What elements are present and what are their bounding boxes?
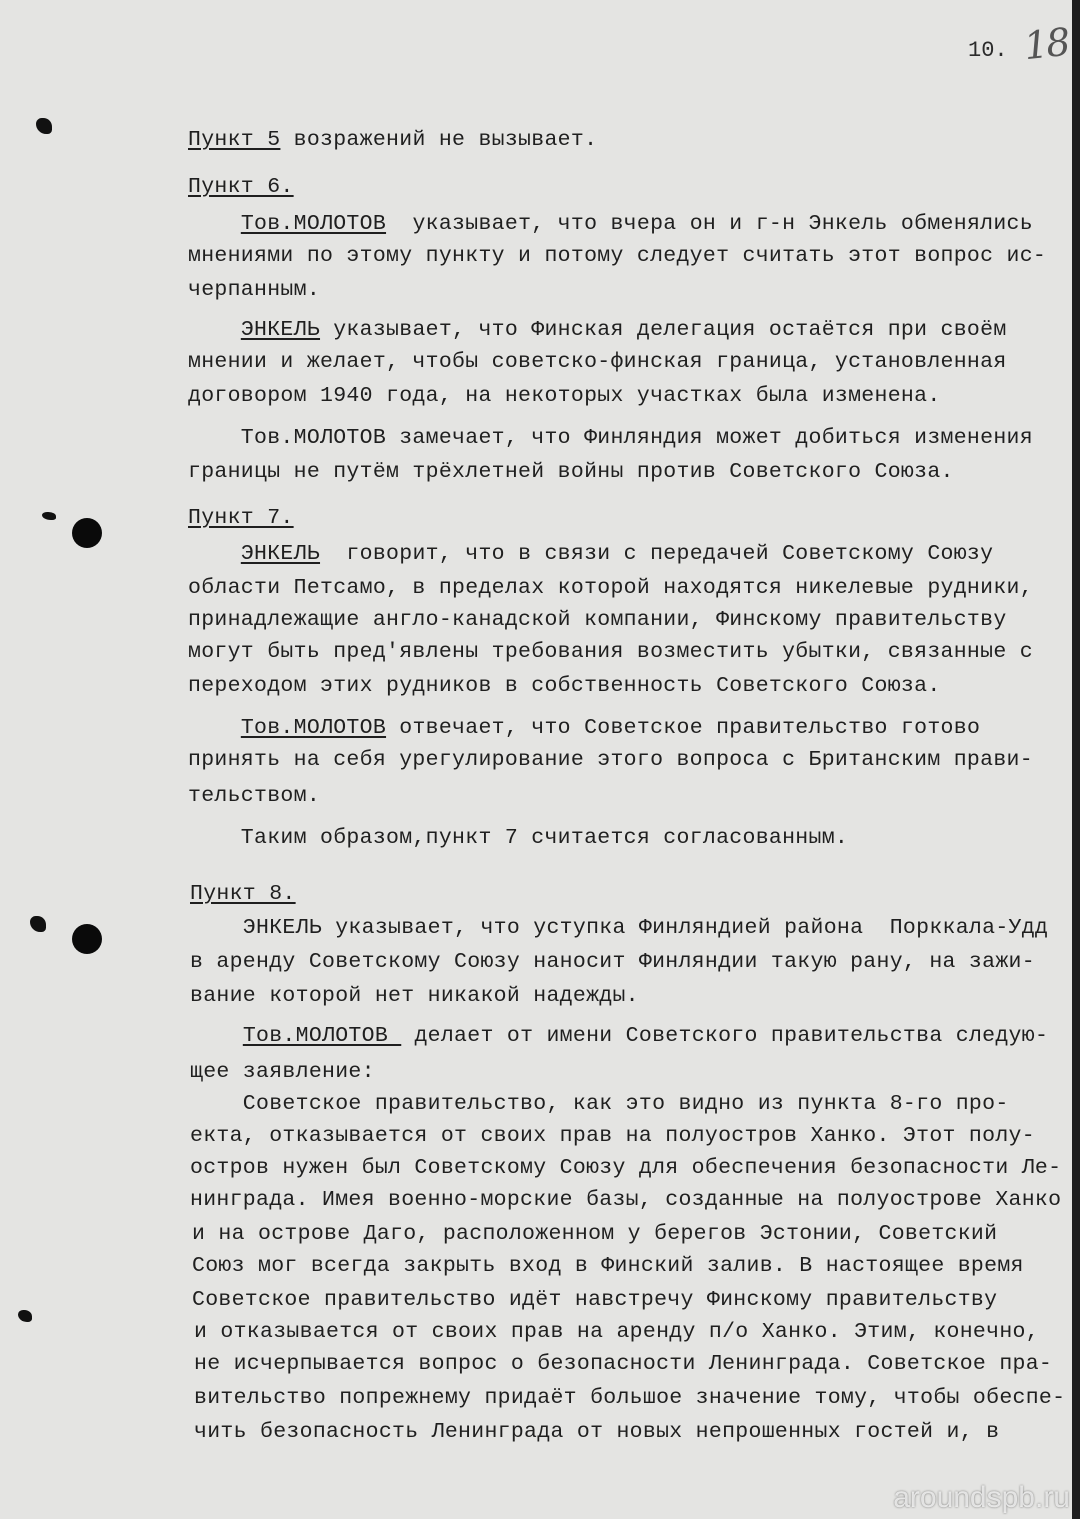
text-segment: могут быть пред'явлены требования возместить убытки, связанные с — [188, 640, 1033, 664]
text-line — [190, 986, 639, 1008]
underlined-text: Пункт 8. — [190, 882, 296, 906]
text-segment: договором 1940 года, на некоторых участках была изменена. — [188, 384, 941, 408]
text-segment: возражений не вызывает. — [280, 128, 598, 152]
text-line — [188, 386, 941, 408]
text-line — [192, 1224, 997, 1246]
text-segment — [188, 212, 241, 236]
text-line — [192, 1256, 1024, 1278]
text-segment: говорит, что в связи с передачей Советскому Союзу — [320, 542, 994, 566]
punch-mark-1 — [36, 118, 52, 134]
text-line — [188, 828, 848, 850]
text-segment: вание которой нет никакой надежды. — [190, 984, 639, 1008]
text-segment: указывает, что Финская делегация остаётся при своём — [320, 318, 1007, 342]
text-line — [190, 918, 1048, 940]
text-line — [188, 280, 320, 302]
text-line — [188, 462, 954, 484]
text-segment: мнении и желает, чтобы советско-финская граница, установленная — [188, 350, 1007, 374]
text-line — [190, 1094, 1009, 1116]
text-line — [188, 320, 1007, 342]
text-segment: Советское правительство, как это видно из пункта 8-го про- — [190, 1092, 1009, 1116]
text-line — [190, 1026, 1048, 1048]
text-segment: принадлежащие англо-канадской компании, Финскому правительству — [188, 608, 1007, 632]
text-segment: нинграда. Имея военно-морские базы, созданные на полуострове Ханко — [190, 1188, 1062, 1212]
underlined-text: Тов.МОЛОТОВ — [242, 1024, 402, 1048]
text-segment — [188, 716, 241, 740]
text-line — [190, 884, 296, 906]
text-line — [188, 750, 1033, 772]
punch-mark-3 — [30, 916, 46, 932]
text-segment: Тов.МОЛОТОВ замечает, что Финляндия может добиться изменения — [188, 426, 1033, 450]
underlined-text: Тов.МОЛОТОВ — [240, 716, 387, 740]
punch-hole-1 — [72, 518, 102, 548]
text-segment: мнениями по этому пункту и потому следует считать этот вопрос ис- — [188, 244, 1047, 268]
underlined-text: Тов.МОЛОТОВ — [240, 212, 387, 236]
text-segment — [188, 542, 241, 566]
text-segment: и отказывается от своих прав на аренду п/о Ханко. Этим, конечно, — [194, 1320, 1039, 1344]
text-line — [188, 177, 294, 199]
text-segment: Союз мог всегда закрыть вход в Финский залив. В настоящее время — [192, 1254, 1024, 1278]
punch-mark-4 — [18, 1310, 32, 1322]
text-segment: щее заявление: — [190, 1060, 375, 1084]
punch-mark-2 — [42, 512, 56, 520]
text-segment: черпанным. — [188, 278, 321, 302]
text-line — [190, 1062, 375, 1084]
text-segment: и на острове Даго, расположенном у берегов Эстонии, Советский — [192, 1222, 998, 1246]
underlined-text: Пункт 6. — [188, 175, 294, 199]
text-line — [194, 1322, 1039, 1344]
text-line — [188, 642, 1033, 664]
text-segment: указывает, что вчера он и г-н Энкель обменялись — [386, 212, 1033, 236]
text-segment: переходом этих рудников в собственность Советского Союза. — [188, 674, 941, 698]
text-line — [188, 428, 1033, 450]
text-line — [190, 952, 1035, 974]
text-segment: отвечает, что Советское правительство готово — [386, 716, 981, 740]
text-line — [188, 610, 1007, 632]
text-segment: вительство попрежнему придаёт большое значение тому, чтобы обеспе- — [194, 1386, 1066, 1410]
text-segment: остров нужен был Советскому Союзу для обеспечения безопасности Ле- — [190, 1156, 1062, 1180]
text-segment: екта, отказывается от своих прав на полуостров Ханко. Этот полу- — [190, 1124, 1035, 1148]
underlined-text: ЭНКЕЛЬ — [240, 542, 321, 566]
text-segment: границы не путём трёхлетней войны против Советского Союза. — [188, 460, 954, 484]
text-segment: в аренду Советскому Союзу наносит Финляндии такую рану, на зажи- — [190, 950, 1035, 974]
text-segment: Таким образом,пункт 7 считается согласованным. — [188, 826, 849, 850]
text-line — [188, 578, 1033, 600]
text-line — [188, 130, 597, 152]
text-line — [190, 1126, 1035, 1148]
text-segment: не исчерпывается вопрос о безопасности Ленинграда. Советское пра- — [194, 1352, 1053, 1376]
text-segment — [190, 1024, 243, 1048]
underlined-text: Пункт 5 — [188, 128, 281, 152]
text-segment: области Петсамо, в пределах которой находятся никелевые рудники, — [188, 576, 1033, 600]
text-segment: ЭНКЕЛЬ указывает, что уступка Финляндией района Порккала-Удд — [190, 916, 1049, 940]
text-line — [188, 786, 320, 808]
text-segment: делает от имени Советского правительства следую- — [401, 1024, 1049, 1048]
text-line — [190, 1158, 1061, 1180]
text-line — [188, 214, 1033, 236]
text-line — [194, 1354, 1052, 1376]
text-line — [188, 718, 980, 740]
text-segment: тельством. — [188, 784, 321, 808]
underlined-text: ЭНКЕЛЬ — [240, 318, 321, 342]
text-line — [190, 1190, 1061, 1212]
watermark: aroundspb.ru — [893, 1481, 1070, 1514]
punch-hole-2 — [72, 924, 102, 954]
text-segment: чить безопасность Ленинграда от новых непрошенных гостей и, в — [194, 1420, 1000, 1444]
text-line — [188, 676, 941, 698]
text-segment: Советское правительство идёт навстречу Финскому правительству — [192, 1288, 998, 1312]
text-segment — [188, 318, 241, 342]
handwritten-page-number: 18 — [1021, 19, 1071, 69]
page-number: 10. — [968, 38, 1008, 63]
text-line — [188, 352, 1007, 374]
text-line — [194, 1388, 1065, 1410]
text-line — [194, 1422, 999, 1444]
text-line — [188, 508, 294, 530]
underlined-text: Пункт 7. — [188, 506, 294, 530]
text-line — [192, 1290, 997, 1312]
text-line — [188, 246, 1046, 268]
text-segment: принять на себя урегулирование этого вопроса с Британским прави- — [188, 748, 1033, 772]
text-line — [188, 544, 993, 566]
